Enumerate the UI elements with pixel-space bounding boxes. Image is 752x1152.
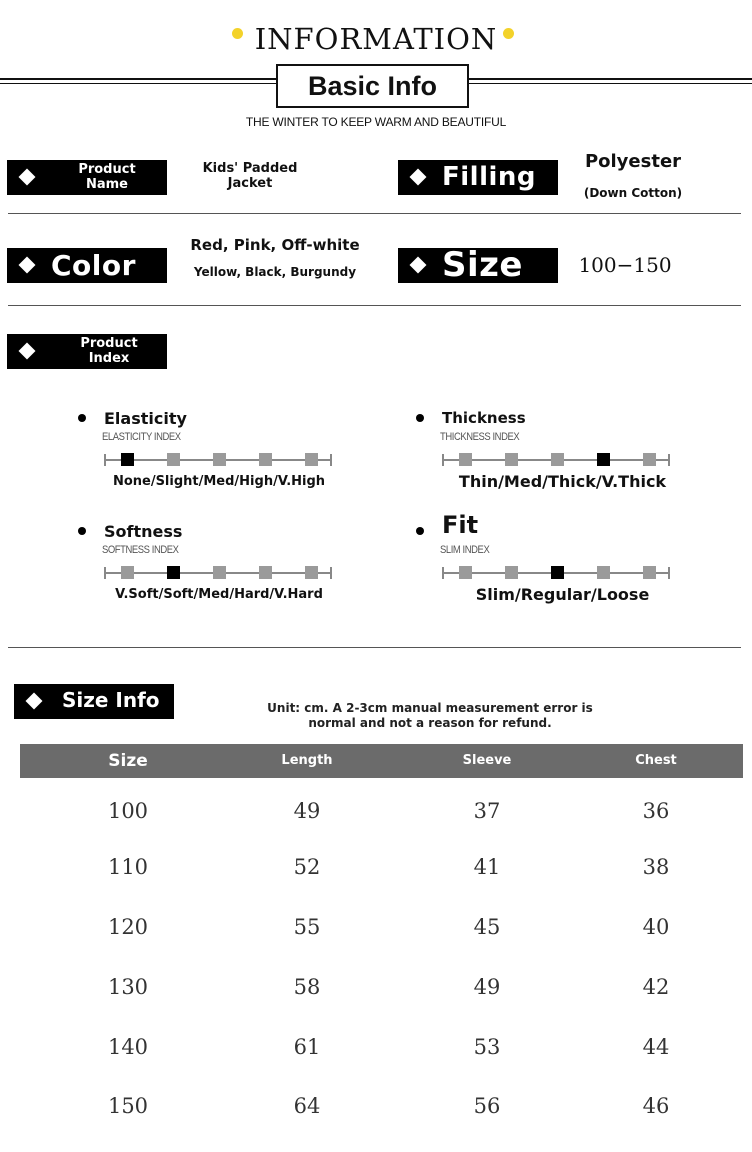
table-cell: 49 [293, 799, 321, 823]
size-info-tag [14, 684, 174, 719]
scale-marker [259, 566, 272, 579]
index-scale [442, 565, 670, 581]
scale-marker [597, 566, 610, 579]
column-header: Chest [635, 753, 677, 768]
table-cell: 110 [107, 855, 149, 879]
index-subtitle: SLIM INDEX [440, 544, 490, 556]
row-divider [8, 647, 741, 648]
scale-marker [459, 566, 472, 579]
index-subtitle: SOFTNESS INDEX [102, 544, 179, 556]
scale-marker [121, 566, 134, 579]
scale-marker [551, 453, 564, 466]
table-cell: 120 [107, 915, 149, 939]
index-scale [104, 452, 332, 468]
table-cell: 42 [642, 975, 670, 999]
bullet-icon [78, 527, 86, 535]
size-label: Size [442, 245, 523, 285]
size-tag [398, 245, 558, 285]
table-cell: 46 [642, 1094, 670, 1118]
scale-end-tick [668, 454, 670, 466]
size-table-header [20, 744, 743, 778]
product-index-label: Product Index [80, 336, 138, 366]
row-divider [8, 213, 741, 214]
table-cell: 58 [293, 975, 321, 999]
measurement-note-line1: Unit: cm. A 2-3cm manual measurement error is [267, 701, 593, 715]
scale-end-tick [668, 567, 670, 579]
scale-marker [459, 453, 472, 466]
scale-end-tick [104, 454, 106, 466]
index-legend: Slim/Regular/Loose [475, 585, 650, 604]
product-name-label: Product Name [78, 162, 136, 192]
index-legend: None/Slight/Med/High/V.High [112, 474, 326, 489]
color-value-line1: Red, Pink, Off-white [190, 236, 360, 254]
index-name: Fit [442, 511, 479, 539]
table-cell: 45 [473, 915, 501, 939]
tagline: THE WINTER TO KEEP WARM AND BEAUTIFUL [245, 115, 507, 129]
row-divider [8, 305, 741, 306]
table-cell: 61 [293, 1035, 321, 1059]
diamond-icon [19, 169, 36, 186]
scale-marker-selected [597, 453, 610, 466]
diamond-icon [410, 257, 427, 274]
table-cell: 56 [473, 1094, 501, 1118]
index-name: Thickness [442, 409, 526, 427]
column-header: Size [108, 751, 148, 771]
table-cell: 100 [107, 799, 149, 823]
index-name: Softness [104, 522, 183, 541]
table-cell: 49 [473, 975, 501, 999]
filling-note: (Down Cotton) [583, 186, 683, 200]
filling-label: Filling [442, 162, 537, 192]
filling-tag [398, 160, 558, 195]
scale-marker-selected [551, 566, 564, 579]
index-legend: V.Soft/Soft/Med/Hard/V.Hard [115, 587, 323, 602]
table-row [20, 791, 743, 831]
index-subtitle: THICKNESS INDEX [440, 431, 520, 443]
index-name: Elasticity [104, 409, 187, 428]
index-legend: Thin/Med/Thick/V.Thick [458, 472, 667, 491]
information-title: INFORMATION [254, 22, 498, 56]
scale-marker [259, 453, 272, 466]
scale-marker [505, 453, 518, 466]
table-cell: 38 [642, 855, 670, 879]
scale-marker [305, 566, 318, 579]
product-index-tag [7, 334, 167, 369]
scale-marker [213, 566, 226, 579]
scale-end-tick [442, 567, 444, 579]
table-cell: 53 [473, 1035, 501, 1059]
table-cell: 55 [293, 915, 321, 939]
index-scale [442, 452, 670, 468]
table-row [20, 907, 743, 947]
measurement-note [240, 701, 620, 731]
size-info-label: Size Info [62, 688, 160, 712]
scale-end-tick [104, 567, 106, 579]
table-cell: 130 [107, 975, 149, 999]
table-cell: 52 [293, 855, 321, 879]
table-cell: 40 [642, 915, 670, 939]
scale-marker [643, 566, 656, 579]
table-cell: 150 [107, 1094, 149, 1118]
scale-end-tick [330, 454, 332, 466]
scale-marker [643, 453, 656, 466]
table-row [20, 1027, 743, 1067]
table-cell: 64 [293, 1094, 321, 1118]
filling-value: Polyester [584, 151, 682, 172]
table-cell: 41 [473, 855, 501, 879]
product-name-value: Kids' Padded Jacket [202, 161, 298, 191]
color-label: Color [51, 249, 136, 282]
scale-end-tick [330, 567, 332, 579]
product-name-tag [7, 160, 167, 195]
table-row [20, 1086, 743, 1126]
bullet-icon [416, 527, 424, 535]
scale-marker-selected [167, 566, 180, 579]
color-tag [7, 248, 167, 283]
table-cell: 44 [642, 1035, 670, 1059]
diamond-icon [26, 693, 43, 710]
scale-end-tick [442, 454, 444, 466]
size-value: 100−150 [578, 253, 672, 277]
diamond-icon [410, 169, 427, 186]
color-value-line2: Yellow, Black, Burgundy [193, 265, 357, 279]
scale-marker [213, 453, 226, 466]
bullet-icon [416, 414, 424, 422]
bullet-icon [78, 414, 86, 422]
index-subtitle: ELASTICITY INDEX [102, 431, 181, 443]
scale-marker-selected [121, 453, 134, 466]
table-cell: 140 [107, 1035, 149, 1059]
table-row [20, 847, 743, 887]
scale-marker [167, 453, 180, 466]
scale-marker [505, 566, 518, 579]
basic-info-heading: Basic Info [276, 64, 469, 108]
table-cell: 36 [642, 799, 670, 823]
measurement-note-line2: normal and not a reason for refund. [308, 716, 552, 730]
diamond-icon [19, 257, 36, 274]
scale-marker [305, 453, 318, 466]
table-row [20, 967, 743, 1007]
column-header: Length [281, 753, 333, 768]
diamond-icon [19, 343, 36, 360]
column-header: Sleeve [462, 753, 512, 768]
index-scale [104, 565, 332, 581]
table-cell: 37 [473, 799, 501, 823]
